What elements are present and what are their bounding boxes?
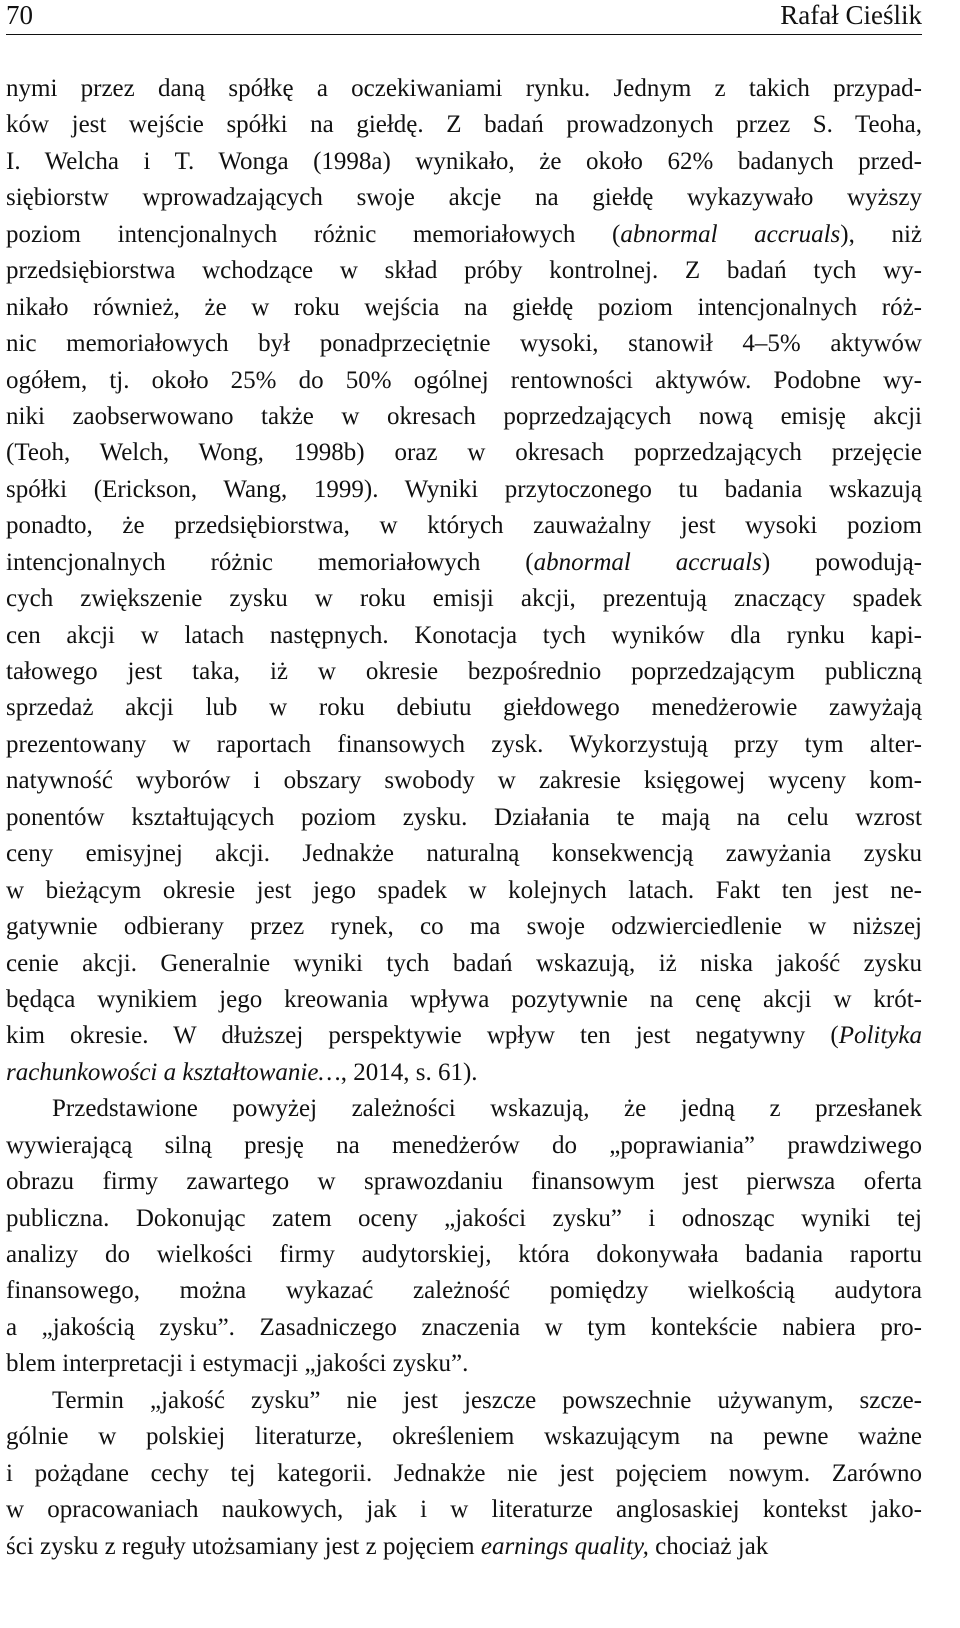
text-line: natywność wyborów i obszary swobody w zakresie księgowej wyceny kom- (6, 767, 922, 795)
text-line (6, 217, 922, 253)
text-line: będąca wynikiem jego kreowania wpływa pozytywnie na cenę akcji w krót- (6, 985, 922, 1013)
text-line: nikało również, że w roku wejścia na giełdę poziom intencjonalnych róż- (6, 293, 922, 321)
text-line: spółki (Erickson, Wang, 1999). Wyniki przytoczonego tu badania wskazują (6, 475, 922, 503)
italic-term: earnings quality, (480, 1532, 649, 1560)
paragraph (6, 1091, 922, 1383)
text-line (6, 1018, 922, 1054)
text-segment: kim okresie. W dłuższej perspektywie wpływ ten jest negatywny ( (6, 1022, 839, 1050)
text-segment: ), niż (840, 220, 922, 248)
italic-term: rachunkowości a kształtowanie… (6, 1058, 341, 1086)
text-segment: intencjonalnych różnic memoriałowych ( (6, 548, 534, 576)
text-line: gatywnie odbierany przez rynek, co ma swoje odzwierciedlenie w niższej (6, 913, 922, 941)
text-line: ponentów kształtujących poziom zysku. Działania te mają na celu wzrost (6, 803, 922, 831)
text-line: nymi przez daną spółkę a oczekiwaniami rynku. Jednym z takich przypad- (6, 75, 922, 102)
running-head (6, 0, 922, 35)
book-page (6, 0, 922, 1565)
text-line: tałowego jest taka, iż w okresie bezpośrednio poprzedzającym publiczną (6, 658, 922, 685)
text-segment: ) powodują- (761, 548, 922, 576)
text-line: publiczna. Dokonując zatem oceny „jakości zysku” i odnosząc wyniki tej (6, 1204, 922, 1232)
text-line: w opracowaniach naukowych, jak i w literaturze anglosaskiej kontekst jako- (6, 1496, 922, 1524)
text-line: i pożądane cechy tej kategorii. Jednakże nie jest pojęciem nowym. Zarówno (6, 1459, 922, 1487)
text-line: gólnie w polskiej literaturze, określeniem wskazującym na pewne ważne (6, 1423, 922, 1451)
text-line: ponadto, że przedsiębiorstwa, w których zauważalny jest wysoki poziom (6, 512, 922, 540)
text-line: blem interpretacji i estymacji „jakości zysku”. (6, 1350, 469, 1378)
text-segment: poziom intencjonalnych różnic memoriałowych ( (6, 220, 621, 248)
body-text (6, 71, 922, 1565)
text-line: prezentowany w raportach finansowych zysk. Wykorzystują przy tym alter- (6, 730, 922, 758)
text-line: obrazu firmy zawartego w sprawozdaniu finansowym jest pierwsza oferta (6, 1168, 922, 1196)
text-line: ogółem, tj. około 25% do 50% ogólnej rentowności aktywów. Podobne wy- (6, 366, 922, 394)
text-line (6, 545, 922, 581)
text-line (6, 1529, 922, 1565)
text-line: I. Welcha i T. Wonga (1998a) wynikało, że około 62% badanych przed- (6, 147, 922, 175)
italic-term: abnormal accruals (533, 548, 762, 576)
text-segment: ści zysku z reguły utożsamiany jest z pojęciem (6, 1532, 481, 1560)
text-line: sprzedaż akcji lub w roku debiutu giełdowego menedżerowie zawyżają (6, 694, 922, 722)
paragraph (6, 1383, 922, 1565)
text-line: finansowego, można wykazać zależność pomiędzy wielkością audytora (6, 1277, 922, 1305)
text-line: przedsiębiorstwa wchodzące w skład próby kontrolnej. Z badań tych wy- (6, 257, 922, 285)
paragraph (6, 71, 922, 1091)
text-line: siębiorstw wprowadzających swoje akcje na giełdę wykazywało wyższy (6, 184, 922, 212)
text-line: Termin „jakość zysku” nie jest jeszcze powszechnie używanym, szcze- (52, 1386, 922, 1414)
text-line: ceny emisyjnej akcji. Jednakże naturalną konsekwencją zawyżania zysku (6, 840, 922, 868)
italic-term: abnormal accruals (620, 220, 841, 248)
running-head-author: Rafał Cieślik (780, 0, 922, 30)
text-line: cen akcji w latach następnych. Konotacja tych wyników dla rynku kapi- (6, 621, 922, 649)
text-line: Przedstawione powyżej zależności wskazują, że jedną z przesłanek (52, 1095, 922, 1123)
text-line: cenie akcji. Generalnie wyniki tych badań wskazują, iż niska jakość zysku (6, 949, 922, 977)
text-segment: chociaż jak (648, 1532, 769, 1560)
text-line: a „jakością zysku”. Zasadniczego znaczenia w tym kontekście nabiera pro- (6, 1313, 922, 1341)
text-line: niki zaobserwowano także w okresach poprzedzających nową emisję akcji (6, 402, 922, 430)
italic-term: Polityka (838, 1022, 922, 1050)
text-line: nic memoriałowych był ponadprzeciętnie wysoki, stanowił 4–5% aktywów (6, 330, 922, 358)
text-segment: , 2014, s. 61). (340, 1058, 478, 1086)
text-line: wywierającą silną presję na menedżerów do „poprawiania” prawdziwego (6, 1131, 922, 1159)
text-line: ków jest wejście spółki na giełdę. Z badań prowadzonych przez S. Teoha, (6, 111, 922, 139)
text-line (6, 1055, 922, 1091)
text-line: cych zwiększenie zysku w roku emisji akcji, prezentują znaczący spadek (6, 585, 922, 613)
page-number: 70 (6, 0, 33, 30)
text-line: (Teoh, Welch, Wong, 1998b) oraz w okresach poprzedzających przejęcie (6, 439, 922, 467)
text-line: analizy do wielkości firmy audytorskiej, która dokonywała badania raportu (6, 1241, 922, 1268)
text-line: w bieżącym okresie jest jego spadek w kolejnych latach. Fakt ten jest ne- (6, 876, 922, 904)
